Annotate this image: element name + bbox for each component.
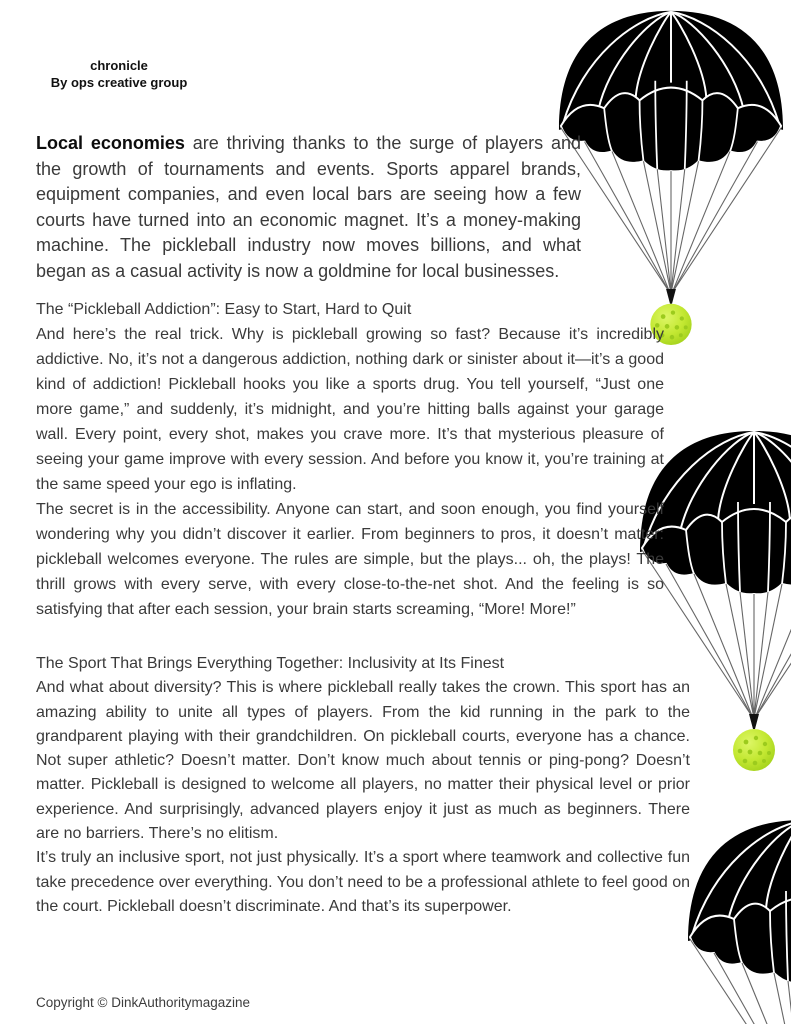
intro-text: are thriving thanks to the surge of players and the growth of tournaments and events. Sports apparel brands, equipment companies, and even local bars are seeing how a few courts have turned into an economic magnet. It’s a money-making machine. The pickleball industry now moves billions, and what began as a casual activity is now a goldmine for local businesses. [36,133,581,281]
section-heading: The Sport That Brings Everything Together: Inclusivity at Its Finest [36,655,505,672]
masthead-title: chronicle [90,58,148,73]
masthead-byline: By ops creative group [50,75,188,90]
section-heading: The “Pickleball Addiction”: Easy to Start, Hard to Quit [36,301,412,318]
intro-paragraph [36,131,581,284]
parachute-pickleball-illustration-bottom [682,815,791,1024]
article-body [36,131,690,919]
section-addiction [36,297,664,622]
section-paragraph: The secret is in the accessibility. Anyone can start, and soon enough, you find yourself wondering why you didn’t discover it earlier. From beginners to pros, it doesn’t matter: pickleball welcomes everyone. The rules are simple, but the plays... oh, the plays! The thrill grows with every serve, with every close-to-the-net shot. And the feeling is so satisfying that after each session, your brain starts screaming, “More! More!” [36,501,664,618]
section-inclusivity [36,652,690,919]
section-paragraph: And here’s the real trick. Why is pickleball growing so fast? Because it’s incredibly addictive. No, it’s not a dangerous addiction, nothing dark or sinister about it—it’s a good kind of addiction! Pickleball hooks you like a sports drug. You tell yourself, “Just one more game,” and suddenly, it’s midnight, and you’re hitting balls against your garage wall. Every point, every shot, makes you crave more. It’s that mysterious pleasure of seeing your game improve with every session. And before you know it, you’re training at the same speed your ego is inflating. [36,326,664,493]
section-paragraph: And what about diversity? This is where pickleball really takes the crown. This sport has an amazing ability to unite all types of players. From the kid running in the park to the grandparent playing with their grandchildren. On pickleball courts, everyone has a chance. Not super athletic? Doesn’t matter. Don’t know much about tennis or ping-pong? Doesn’t matter. Pickleball is designed to welcome all players, no matter their physical level or prior experience. And surprisingly, advanced players enjoy it just as much as beginners. There are no barriers. There’s no elitism. [36,679,690,843]
section-paragraph: It’s truly an inclusive sport, not just physically. It’s a sport where teamwork and collective fun take precedence over everything. You don’t need to be a professional athlete to feel good on the court. Pickleball doesn’t discriminate. And that’s its superpower. [36,849,690,915]
copyright-notice: Copyright © DinkAuthoritymagazine [36,995,251,1010]
intro-lead-bold: Local economies [36,133,185,153]
masthead [42,57,196,91]
